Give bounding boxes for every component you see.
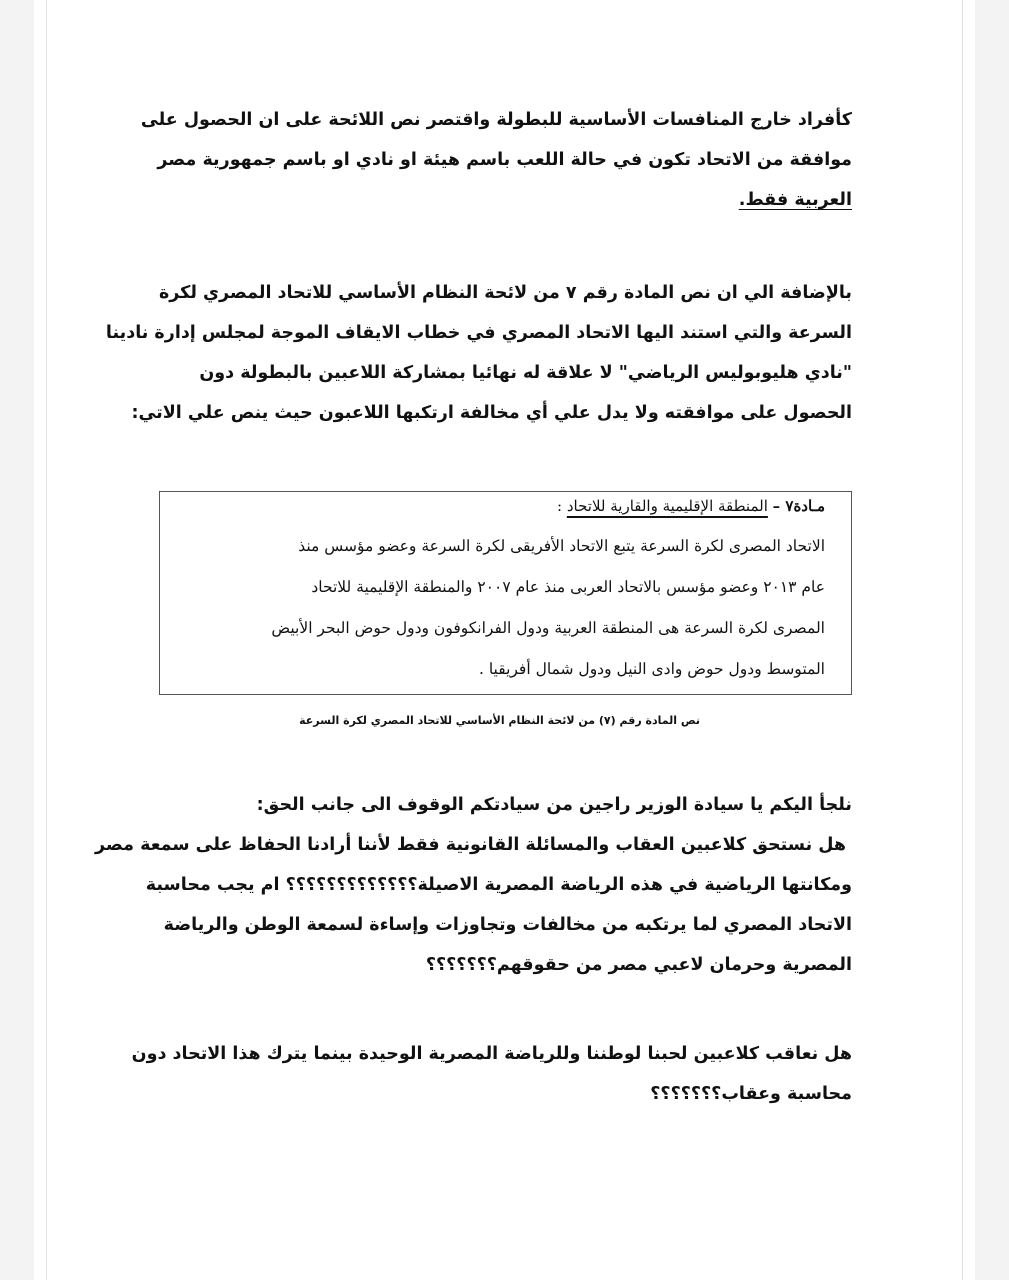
article-caption: نص المادة رقم (٧) من لائحة النظام الأساسي للاتحاد المصري لكرة السرعة <box>299 714 700 727</box>
article-heading-colon: : <box>557 497 567 515</box>
text-line: المصرية وحرمان لاعبي مصر من حقوقهم؟؟؟؟؟؟؟ <box>425 955 852 975</box>
text-line: السرعة والتي استند اليها الاتحاد المصري في خطاب الايقاف الموجة لمجلس إدارة نادينا <box>105 323 852 343</box>
paragraph-appeal-to-minister <box>95 785 852 985</box>
text-line: العربية فقط. <box>738 190 852 210</box>
article-line: عام ٢٠١٣ وعضو مؤسس بالاتحاد العربى منذ عام ٢٠٠٧ والمنطقة الإقليمية للاتحاد <box>311 578 825 596</box>
quoted-article-box <box>159 491 852 695</box>
text-line: موافقة من الاتحاد تكون في حالة اللعب باسم هيئة او نادي او باسم جمهورية مصر <box>157 150 852 170</box>
paragraph-article-7-argument <box>105 273 852 433</box>
text-line: "نادي هليوبوليس الرياضي" لا علاقة له نهائيا بمشاركة اللاعبين بالبطولة دون <box>199 363 852 383</box>
page-border-left <box>46 0 47 1280</box>
article-line: الاتحاد المصرى لكرة السرعة يتبع الاتحاد الأفريقى لكرة السرعة وعضو مؤسس منذ <box>298 537 825 555</box>
article-body <box>185 526 825 690</box>
article-number: مـادة٧ – <box>772 497 825 515</box>
paragraph-closing-question <box>131 1034 852 1114</box>
text-line: هل نستحق كلاعبين العقاب والمسائلة القانونية فقط لأننا أرادنا الحفاظ على سمعة مصر <box>95 835 846 855</box>
article-heading: المنطقة الإقليمية والقارية للاتحاد <box>566 497 768 515</box>
article-title <box>557 494 825 518</box>
text-line: محاسبة وعقاب؟؟؟؟؟؟؟ <box>650 1084 852 1104</box>
article-line: المصرى لكرة السرعة هى المنطقة العربية ودول الفرانكوفون ودول حوض البحر الأبيض <box>271 619 825 637</box>
article-line: المتوسط ودول حوض وادى النيل ودول شمال أفريقيا . <box>478 660 825 678</box>
text-line: بالإضافة الي ان نص المادة رقم ٧ من لائحة النظام الأساسي للاتحاد المصري لكرة <box>158 283 852 303</box>
text-line: كأفراد خارج المنافسات الأساسية للبطولة واقتصر نص اللائحة على ان الحصول على <box>140 110 852 130</box>
text-line: نلجأ اليكم يا سيادة الوزير راجين من سيادتكم الوقوف الى جانب الحق: <box>256 795 852 815</box>
text-line: الحصول على موافقته ولا يدل علي أي مخالفة ارتكبها اللاعبون حيث ينص علي الاتي: <box>131 403 852 423</box>
text-line: ومكانتها الرياضية في هذه الرياضة المصرية الاصيلة؟؟؟؟؟؟؟؟؟؟؟؟؟ ام يجب محاسبة <box>145 875 852 895</box>
paragraph-registration-rules <box>140 100 852 220</box>
text-line: الاتحاد المصري لما يرتكبه من مخالفات وتجاوزات وإساءة لسمعة الوطن والرياضة <box>163 915 852 935</box>
page-border-right <box>962 0 963 1280</box>
text-line: هل نعاقب كلاعبين لحبنا لوطننا وللرياضة المصرية الوحيدة بينما يترك هذا الاتحاد دون <box>131 1044 852 1064</box>
